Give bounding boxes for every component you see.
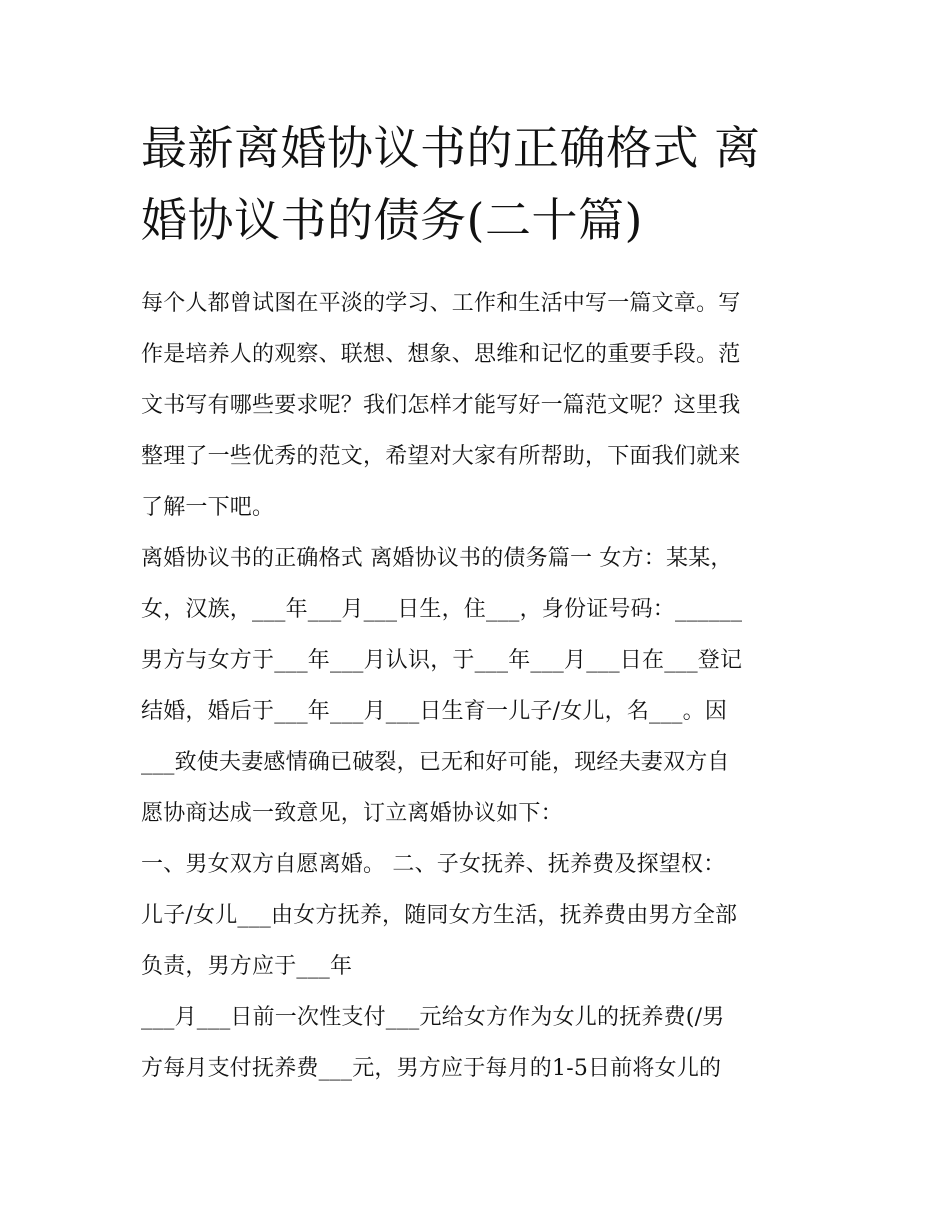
title-line: 最新离婚协议书的正确格式 离 [141,121,761,175]
body-line: 了解一下吧。 [141,495,275,520]
body-line: 男方与女方于___年___月认识，于___年___月___日在___登记 [141,648,743,673]
body-line: 文书写有哪些要求呢？我们怎样才能写好一篇范文呢？这里我 [141,393,741,418]
body-line: 离婚协议书的正确格式 离婚协议书的债务篇一 女方：某某， [141,546,733,571]
body-line: ___致使夫妻感情确已破裂，已无和好可能，现经夫妻双方自 [141,750,730,775]
body-line: 结婚，婚后于___年___月___日生育一儿子/女儿，名___。因 [141,699,728,724]
body-line: 方每月支付抚养费___元，男方应于每月的1-5日前将女儿的 [141,1056,722,1081]
body-line: 负责，男方应于___年 [141,954,353,979]
body-line: 女，汉族，___年___月___日生，住___，身份证号码：______ [141,597,743,622]
body-line: 一、男女双方自愿离婚。 二、子女抚养、抚养费及探望权： [141,852,726,877]
body-line: 作是培养人的观察、联想、想象、思维和记忆的重要手段。范 [141,342,741,367]
body-line: 儿子/女儿___由女方抚养，随同女方生活，抚养费由男方全部 [141,903,738,928]
body-line: ___月___日前一次性支付___元给女方作为女儿的抚养费(/男 [141,1005,725,1030]
title-line: 婚协议书的债务(二十篇) [141,193,643,247]
body-line: 整理了一些优秀的范文，希望对大家有所帮助，下面我们就来 [141,444,741,469]
document-title [141,112,821,256]
body-line: 每个人都曾试图在平淡的学习、工作和生活中写一篇文章。写 [141,291,741,316]
document-body [141,278,821,1094]
body-line: 愿协商达成一致意见，订立离婚协议如下： [141,801,563,826]
